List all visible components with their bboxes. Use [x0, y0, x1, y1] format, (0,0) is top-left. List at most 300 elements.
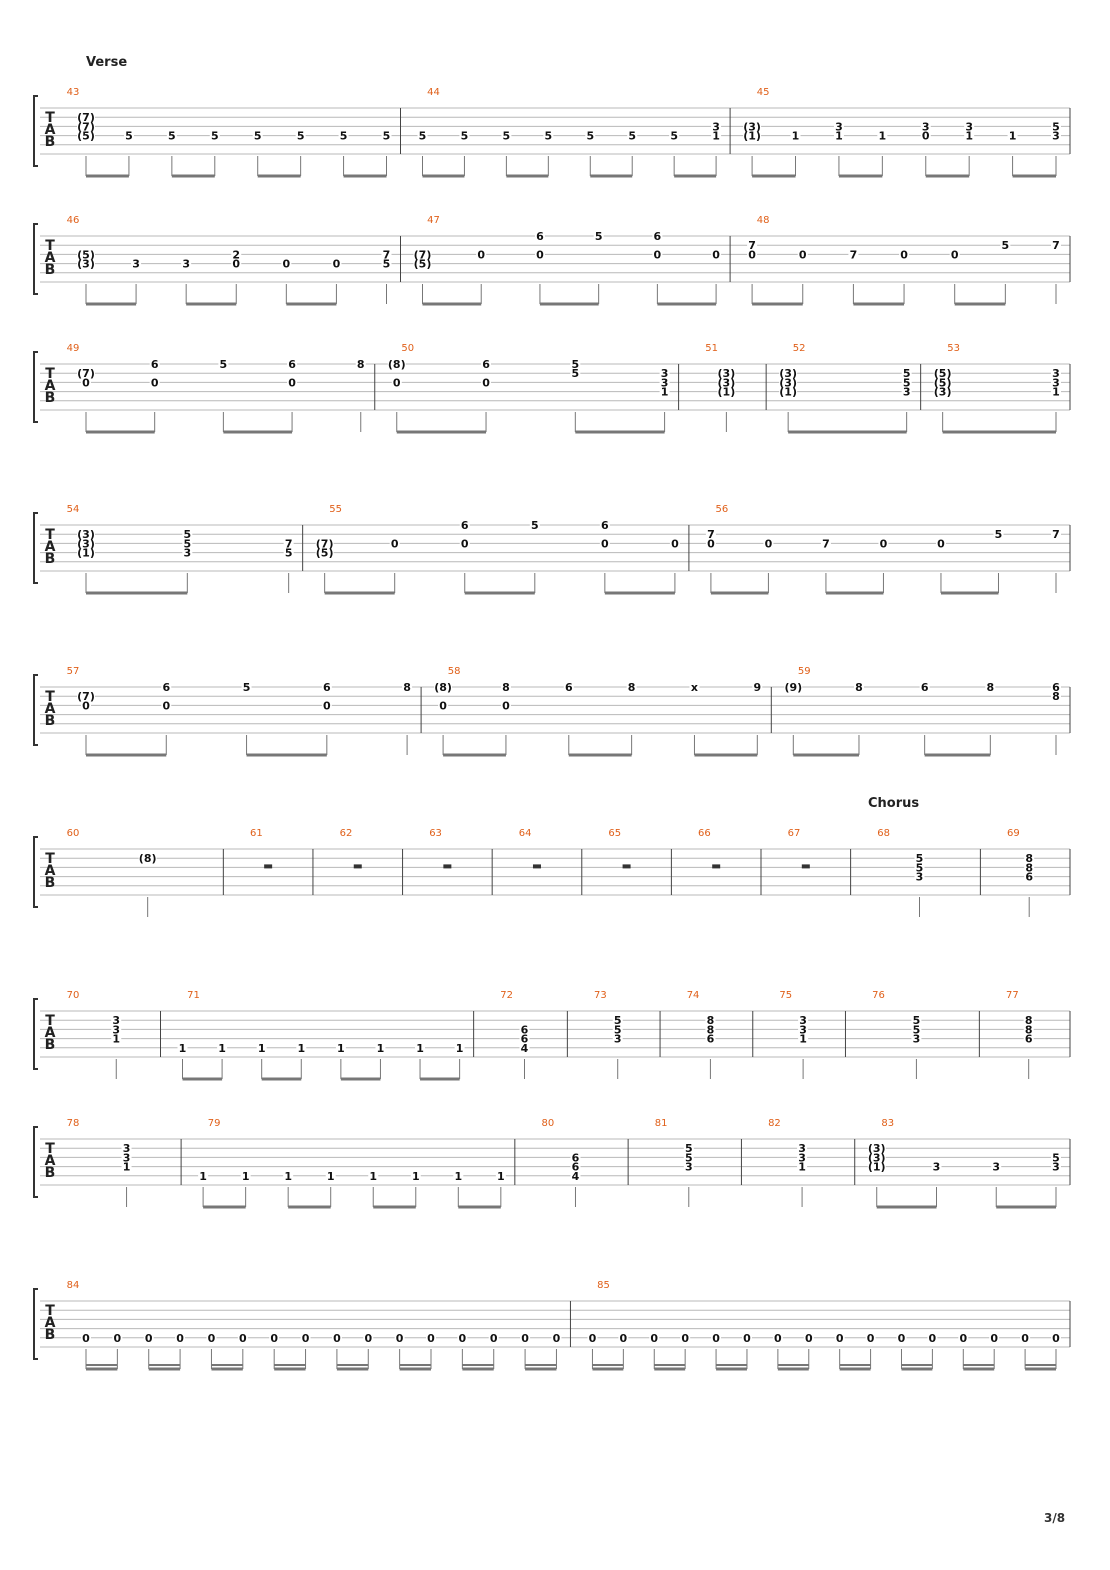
- fret-number: 5: [1001, 239, 1010, 253]
- fret-number: (3): [867, 1142, 886, 1156]
- fret-number: 3: [660, 367, 669, 381]
- measure-number: 77: [1005, 990, 1019, 1001]
- measure-number: 47: [427, 215, 440, 226]
- measure-number: 46: [66, 215, 80, 226]
- fret-number: 5: [915, 861, 924, 875]
- fret-number: 0: [990, 1331, 999, 1345]
- system-bracket: [34, 224, 38, 294]
- fret-number: 0: [681, 1331, 689, 1345]
- fret-number: 0: [232, 257, 241, 271]
- fret-number: 4: [520, 1041, 529, 1055]
- fret-number: (8): [138, 852, 157, 866]
- measure-number: 55: [329, 504, 343, 515]
- fret-number: 7: [1052, 239, 1060, 253]
- tab-clef-letter: A: [44, 250, 56, 266]
- fret-number: 0: [207, 1331, 216, 1345]
- tab-clef-letter: B: [44, 875, 56, 891]
- fret-number: 3: [183, 546, 192, 560]
- fret-number: 3: [798, 1142, 806, 1156]
- measure-number: 83: [881, 1118, 895, 1129]
- tab-clef-letter: T: [45, 851, 55, 867]
- measure-number: 51: [705, 343, 718, 354]
- tab-clef-letter: T: [45, 1303, 55, 1319]
- fret-number: (9): [784, 681, 803, 694]
- fret-number: 0: [774, 1331, 782, 1345]
- fret-number: 0: [835, 1331, 844, 1345]
- fret-number: 5: [168, 129, 176, 143]
- dead-note: x: [690, 681, 699, 694]
- fret-number: 8: [706, 1014, 715, 1028]
- measure-number: 69: [1007, 828, 1020, 839]
- fret-number: 0: [364, 1331, 373, 1345]
- fret-number: 5: [670, 129, 678, 143]
- fret-number: 1: [376, 1041, 385, 1055]
- fret-number: 3: [112, 1014, 121, 1028]
- fret-number: 8: [986, 681, 995, 694]
- measure-number: 45: [756, 87, 770, 98]
- fret-number: 0: [712, 248, 720, 262]
- fret-number: 0: [150, 376, 159, 390]
- fret-number: 5: [242, 681, 251, 694]
- tab-clef-letter: T: [45, 238, 55, 254]
- fret-number: 0: [959, 1331, 968, 1345]
- fret-number: (3): [77, 257, 95, 271]
- fret-number: 5: [613, 1023, 622, 1037]
- fret-number: 3: [712, 120, 720, 134]
- measure-number: 80: [541, 1118, 555, 1129]
- fret-number: 7: [707, 528, 715, 542]
- measure-number: 66: [698, 828, 711, 839]
- measure-number: 74: [686, 990, 700, 1001]
- fret-number: 5: [912, 1023, 921, 1037]
- fret-number: 3: [965, 120, 973, 134]
- measure-number: 79: [207, 1118, 221, 1129]
- staff-system: [34, 837, 1070, 917]
- fret-number: 5: [284, 546, 293, 560]
- fret-number: 8: [855, 681, 863, 694]
- fret-number: (1): [867, 1160, 886, 1174]
- fret-number: 8: [502, 681, 510, 694]
- fret-number: 3: [902, 385, 911, 399]
- fret-number: 3: [932, 1160, 941, 1174]
- fret-number: 0: [439, 699, 447, 713]
- fret-number: 3: [613, 1032, 622, 1046]
- fret-number: 1: [497, 1169, 505, 1183]
- fret-number: 5: [902, 376, 911, 390]
- fret-number: (5): [933, 376, 952, 390]
- measure-number: 63: [429, 828, 442, 839]
- fret-number: 5: [210, 129, 219, 143]
- fret-number: 2: [232, 248, 241, 262]
- fret-number: 6: [288, 358, 296, 371]
- measure-number: 60: [66, 828, 80, 839]
- measure-number: 67: [787, 828, 801, 839]
- whole-rest: [354, 864, 362, 868]
- fret-number: 6: [601, 519, 609, 532]
- system-bracket: [34, 675, 38, 745]
- tab-clef-letter: B: [44, 134, 56, 150]
- fret-number: 1: [297, 1041, 306, 1055]
- fret-number: 0: [897, 1331, 906, 1345]
- measure-number: 50: [401, 343, 415, 354]
- fret-number: 0: [536, 248, 544, 262]
- fret-number: 1: [1008, 129, 1017, 143]
- fret-number: (8): [434, 681, 452, 694]
- fret-number: 7: [849, 248, 858, 262]
- tab-clef-letter: B: [44, 262, 56, 278]
- section-label-chorus: Chorus: [868, 796, 920, 811]
- fret-number: (3): [867, 1151, 886, 1165]
- fret-number: (7): [77, 120, 95, 134]
- fret-number: 6: [460, 519, 469, 532]
- measure-number: 70: [66, 990, 80, 1001]
- page-number: 3/8: [1044, 1511, 1066, 1525]
- tab-clef-letter: T: [45, 689, 55, 705]
- fret-number: 7: [284, 537, 293, 551]
- fret-number: 5: [1052, 1151, 1060, 1165]
- fret-number: 1: [199, 1169, 207, 1183]
- fret-number: 0: [552, 1331, 561, 1345]
- fret-number: 0: [521, 1331, 529, 1345]
- fret-number: 8: [403, 681, 411, 694]
- fret-number: 3: [122, 1142, 131, 1156]
- fret-number: 5: [613, 1014, 622, 1028]
- fret-number: 1: [369, 1169, 378, 1183]
- fret-number: 0: [460, 537, 469, 551]
- fret-number: 0: [671, 537, 679, 551]
- fret-number: 0: [804, 1331, 813, 1345]
- fret-number: 1: [791, 129, 800, 143]
- fret-number: (5): [413, 257, 432, 271]
- fret-number: 3: [915, 870, 924, 884]
- fret-number: 0: [879, 537, 888, 551]
- fret-number: 0: [900, 248, 908, 262]
- fret-number: (5): [77, 129, 95, 143]
- fret-number: 0: [1052, 1331, 1060, 1345]
- fret-number: 1: [454, 1169, 463, 1183]
- fret-number: 5: [902, 367, 911, 381]
- tab-clef-letter: A: [44, 122, 56, 138]
- fret-number: (7): [77, 367, 95, 381]
- measure-number: 81: [654, 1118, 668, 1129]
- tab-clef-letter: T: [45, 1141, 55, 1157]
- fret-number: 5: [571, 367, 580, 381]
- measure-number: 59: [797, 666, 811, 677]
- fret-number: 0: [798, 248, 807, 262]
- measure-number: 56: [715, 504, 729, 515]
- fret-number: 3: [799, 1023, 807, 1037]
- fret-number: 0: [764, 537, 773, 551]
- fret-number: 5: [418, 129, 427, 143]
- fret-number: 5: [684, 1151, 693, 1165]
- staff-system: [34, 1127, 1070, 1207]
- fret-number: (3): [77, 528, 95, 542]
- fret-number: 0: [113, 1331, 122, 1345]
- measure-number: 44: [427, 87, 440, 98]
- fret-number: 0: [482, 376, 490, 390]
- fret-number: 0: [1021, 1331, 1029, 1345]
- fret-number: 1: [257, 1041, 266, 1055]
- fret-number: (5): [315, 546, 334, 560]
- fret-number: 1: [411, 1169, 420, 1183]
- measure-number: 82: [768, 1118, 781, 1129]
- fret-number: 0: [238, 1331, 247, 1345]
- fret-number: 6: [1025, 870, 1034, 884]
- measure-number: 64: [518, 828, 532, 839]
- fret-number: 6: [150, 358, 159, 371]
- fret-number: 0: [82, 376, 90, 390]
- tab-clef-letter: T: [45, 366, 55, 382]
- fret-number: 0: [395, 1331, 404, 1345]
- measure-number: 73: [593, 990, 607, 1001]
- fret-number: 0: [82, 1331, 90, 1345]
- fret-number: 6: [564, 681, 573, 694]
- measure-number: 43: [66, 87, 80, 98]
- measure-number: 57: [66, 666, 80, 677]
- fret-number: 9: [753, 681, 762, 694]
- system-bracket: [34, 837, 38, 907]
- fret-number: 1: [178, 1041, 187, 1055]
- fret-number: (7): [413, 248, 432, 262]
- fret-number: 5: [253, 129, 262, 143]
- fret-number: 5: [125, 129, 133, 143]
- fret-number: 1: [326, 1169, 335, 1183]
- section-label-verse: Verse: [86, 55, 128, 70]
- fret-number: 3: [1052, 1160, 1060, 1174]
- fret-number: (1): [717, 385, 736, 399]
- fret-number: (3): [779, 367, 798, 381]
- fret-number: 6: [322, 681, 331, 694]
- tab-clef-letter: B: [44, 1037, 56, 1053]
- fret-number: 5: [460, 129, 469, 143]
- tab-clef-letter: B: [44, 1165, 56, 1181]
- tab-clef-letter: T: [45, 110, 55, 126]
- fret-number: (7): [77, 690, 95, 704]
- whole-rest: [443, 864, 451, 868]
- fret-number: 1: [798, 1160, 806, 1174]
- fret-number: 0: [288, 376, 296, 390]
- fret-number: 6: [1052, 681, 1060, 694]
- fret-number: 0: [748, 248, 756, 262]
- fret-number: 3: [1052, 367, 1060, 381]
- measure-number: 49: [66, 343, 80, 354]
- measure-number: 52: [792, 343, 806, 354]
- fret-number: 6: [920, 681, 929, 694]
- fret-number: 0: [937, 537, 945, 551]
- fret-number: 0: [921, 129, 930, 143]
- system-bracket: [34, 1289, 38, 1359]
- fret-number: 3: [1052, 376, 1060, 390]
- fret-number: 3: [992, 1160, 1001, 1174]
- fret-number: 5: [628, 129, 637, 143]
- fret-number: 0: [162, 699, 171, 713]
- fret-number: 0: [270, 1331, 279, 1345]
- fret-number: 4: [571, 1169, 580, 1183]
- fret-number: 8: [356, 358, 365, 371]
- fret-number: (7): [315, 537, 334, 551]
- tab-clef-letter: A: [44, 1025, 56, 1041]
- fret-number: (7): [77, 111, 95, 125]
- fret-number: (1): [743, 129, 761, 143]
- fret-number: 0: [653, 248, 662, 262]
- fret-number: 0: [427, 1331, 435, 1345]
- fret-number: 5: [915, 852, 924, 866]
- fret-number: 1: [799, 1032, 807, 1046]
- fret-number: 0: [333, 1331, 341, 1345]
- fret-number: 1: [241, 1169, 250, 1183]
- fret-number: 7: [748, 239, 756, 253]
- system-bracket: [34, 513, 38, 583]
- fret-number: 1: [712, 129, 720, 143]
- whole-rest: [802, 864, 810, 868]
- fret-number: 5: [586, 129, 595, 143]
- fret-number: 0: [619, 1331, 628, 1345]
- fret-number: 6: [520, 1032, 529, 1046]
- whole-rest: [533, 864, 541, 868]
- fret-number: 3: [122, 1151, 131, 1165]
- fret-number: 1: [337, 1041, 345, 1055]
- fret-number: 5: [530, 519, 539, 532]
- fret-number: 6: [1024, 1032, 1033, 1046]
- fret-number: 6: [482, 358, 490, 371]
- fret-number: 0: [322, 699, 331, 713]
- measure-number: 85: [597, 1280, 610, 1291]
- system-bracket: [34, 96, 38, 166]
- fret-number: 0: [282, 257, 291, 271]
- fret-number: (1): [779, 385, 798, 399]
- fret-number: 5: [571, 358, 580, 371]
- fret-number: (3): [743, 120, 761, 134]
- fret-number: 1: [835, 129, 843, 143]
- fret-number: 5: [219, 358, 228, 371]
- measure-number: 71: [187, 990, 200, 1001]
- fret-number: 6: [571, 1151, 580, 1165]
- fret-number: 5: [183, 537, 192, 551]
- tab-clef-letter: A: [44, 378, 56, 394]
- measure-number: 54: [66, 504, 80, 515]
- fret-number: 0: [332, 257, 341, 271]
- fret-number: 6: [653, 230, 662, 243]
- fret-number: 3: [798, 1151, 806, 1165]
- fret-number: 0: [588, 1331, 597, 1345]
- fret-number: 0: [650, 1331, 659, 1345]
- fret-number: 1: [455, 1041, 464, 1055]
- fret-number: 8: [1024, 1014, 1033, 1028]
- fret-number: 8: [1025, 852, 1034, 866]
- fret-number: 0: [489, 1331, 498, 1345]
- fret-number: 3: [132, 257, 140, 271]
- fret-number: 5: [594, 230, 603, 243]
- fret-number: 6: [706, 1032, 715, 1046]
- fret-number: 3: [912, 1032, 921, 1046]
- measure-number: 58: [447, 666, 461, 677]
- fret-number: 1: [1052, 385, 1060, 399]
- fret-number: 7: [822, 537, 830, 551]
- fret-number: 0: [176, 1331, 184, 1345]
- fret-number: 1: [878, 129, 887, 143]
- fret-number: 5: [183, 528, 192, 542]
- measure-number: 62: [339, 828, 353, 839]
- tab-clef-letter: A: [44, 1153, 56, 1169]
- whole-rest: [264, 864, 272, 868]
- fret-number: (3): [717, 367, 736, 381]
- fret-number: 5: [544, 129, 553, 143]
- fret-number: 0: [502, 699, 510, 713]
- fret-number: 1: [112, 1032, 121, 1046]
- fret-number: 7: [382, 248, 391, 262]
- fret-number: 6: [571, 1160, 580, 1174]
- fret-number: 1: [218, 1041, 226, 1055]
- fret-number: 0: [477, 248, 486, 262]
- measure-number: 65: [608, 828, 622, 839]
- fret-number: 3: [835, 120, 843, 134]
- fret-number: 8: [1052, 690, 1060, 704]
- tab-clef-letter: T: [45, 1013, 55, 1029]
- fret-number: 6: [536, 230, 544, 243]
- fret-number: 3: [684, 1160, 693, 1174]
- measure-number: 48: [756, 215, 770, 226]
- tab-clef-letter: A: [44, 701, 56, 717]
- fret-number: (8): [387, 358, 406, 371]
- fret-number: (5): [933, 367, 952, 381]
- staff-system: [34, 352, 1070, 432]
- whole-rest: [623, 864, 631, 868]
- tab-clef-letter: B: [44, 1327, 56, 1343]
- fret-number: 3: [921, 120, 930, 134]
- tab-clef-letter: A: [44, 863, 56, 879]
- fret-number: 3: [182, 257, 190, 271]
- fret-number: 5: [912, 1014, 921, 1028]
- fret-number: 0: [301, 1331, 310, 1345]
- fret-number: 5: [382, 257, 391, 271]
- measure-number: 53: [947, 343, 961, 354]
- fret-number: 5: [296, 129, 305, 143]
- fret-number: 1: [660, 385, 669, 399]
- fret-number: 3: [799, 1014, 807, 1028]
- system-bracket: [34, 1127, 38, 1197]
- fret-number: 8: [1025, 861, 1034, 875]
- fret-number: 3: [660, 376, 669, 390]
- fret-number: 0: [144, 1331, 153, 1345]
- fret-number: 3: [1052, 129, 1060, 143]
- fret-number: (3): [933, 385, 952, 399]
- fret-number: 0: [458, 1331, 467, 1345]
- system-bracket: [34, 999, 38, 1069]
- tab-clef-letter: B: [44, 713, 56, 729]
- fret-number: (3): [779, 376, 798, 390]
- fret-number: 8: [1024, 1023, 1033, 1037]
- fret-number: 5: [994, 528, 1003, 542]
- fret-number: 0: [392, 376, 401, 390]
- tab-clef-letter: B: [44, 551, 56, 567]
- fret-number: (1): [77, 546, 95, 560]
- staff-system: [34, 1289, 1070, 1369]
- fret-number: 0: [712, 1331, 720, 1345]
- tab-clef-letter: A: [44, 1315, 56, 1331]
- fret-number: 1: [122, 1160, 131, 1174]
- tab-clef-letter: T: [45, 527, 55, 543]
- fret-number: 0: [601, 537, 609, 551]
- fret-number: 5: [339, 129, 348, 143]
- fret-number: 1: [416, 1041, 424, 1055]
- fret-number: 0: [950, 248, 959, 262]
- fret-number: 0: [928, 1331, 937, 1345]
- fret-number: (5): [77, 248, 95, 262]
- measure-number: 84: [66, 1280, 80, 1291]
- measure-number: 78: [66, 1118, 80, 1129]
- fret-number: (3): [77, 537, 95, 551]
- tab-clef-letter: A: [44, 539, 56, 555]
